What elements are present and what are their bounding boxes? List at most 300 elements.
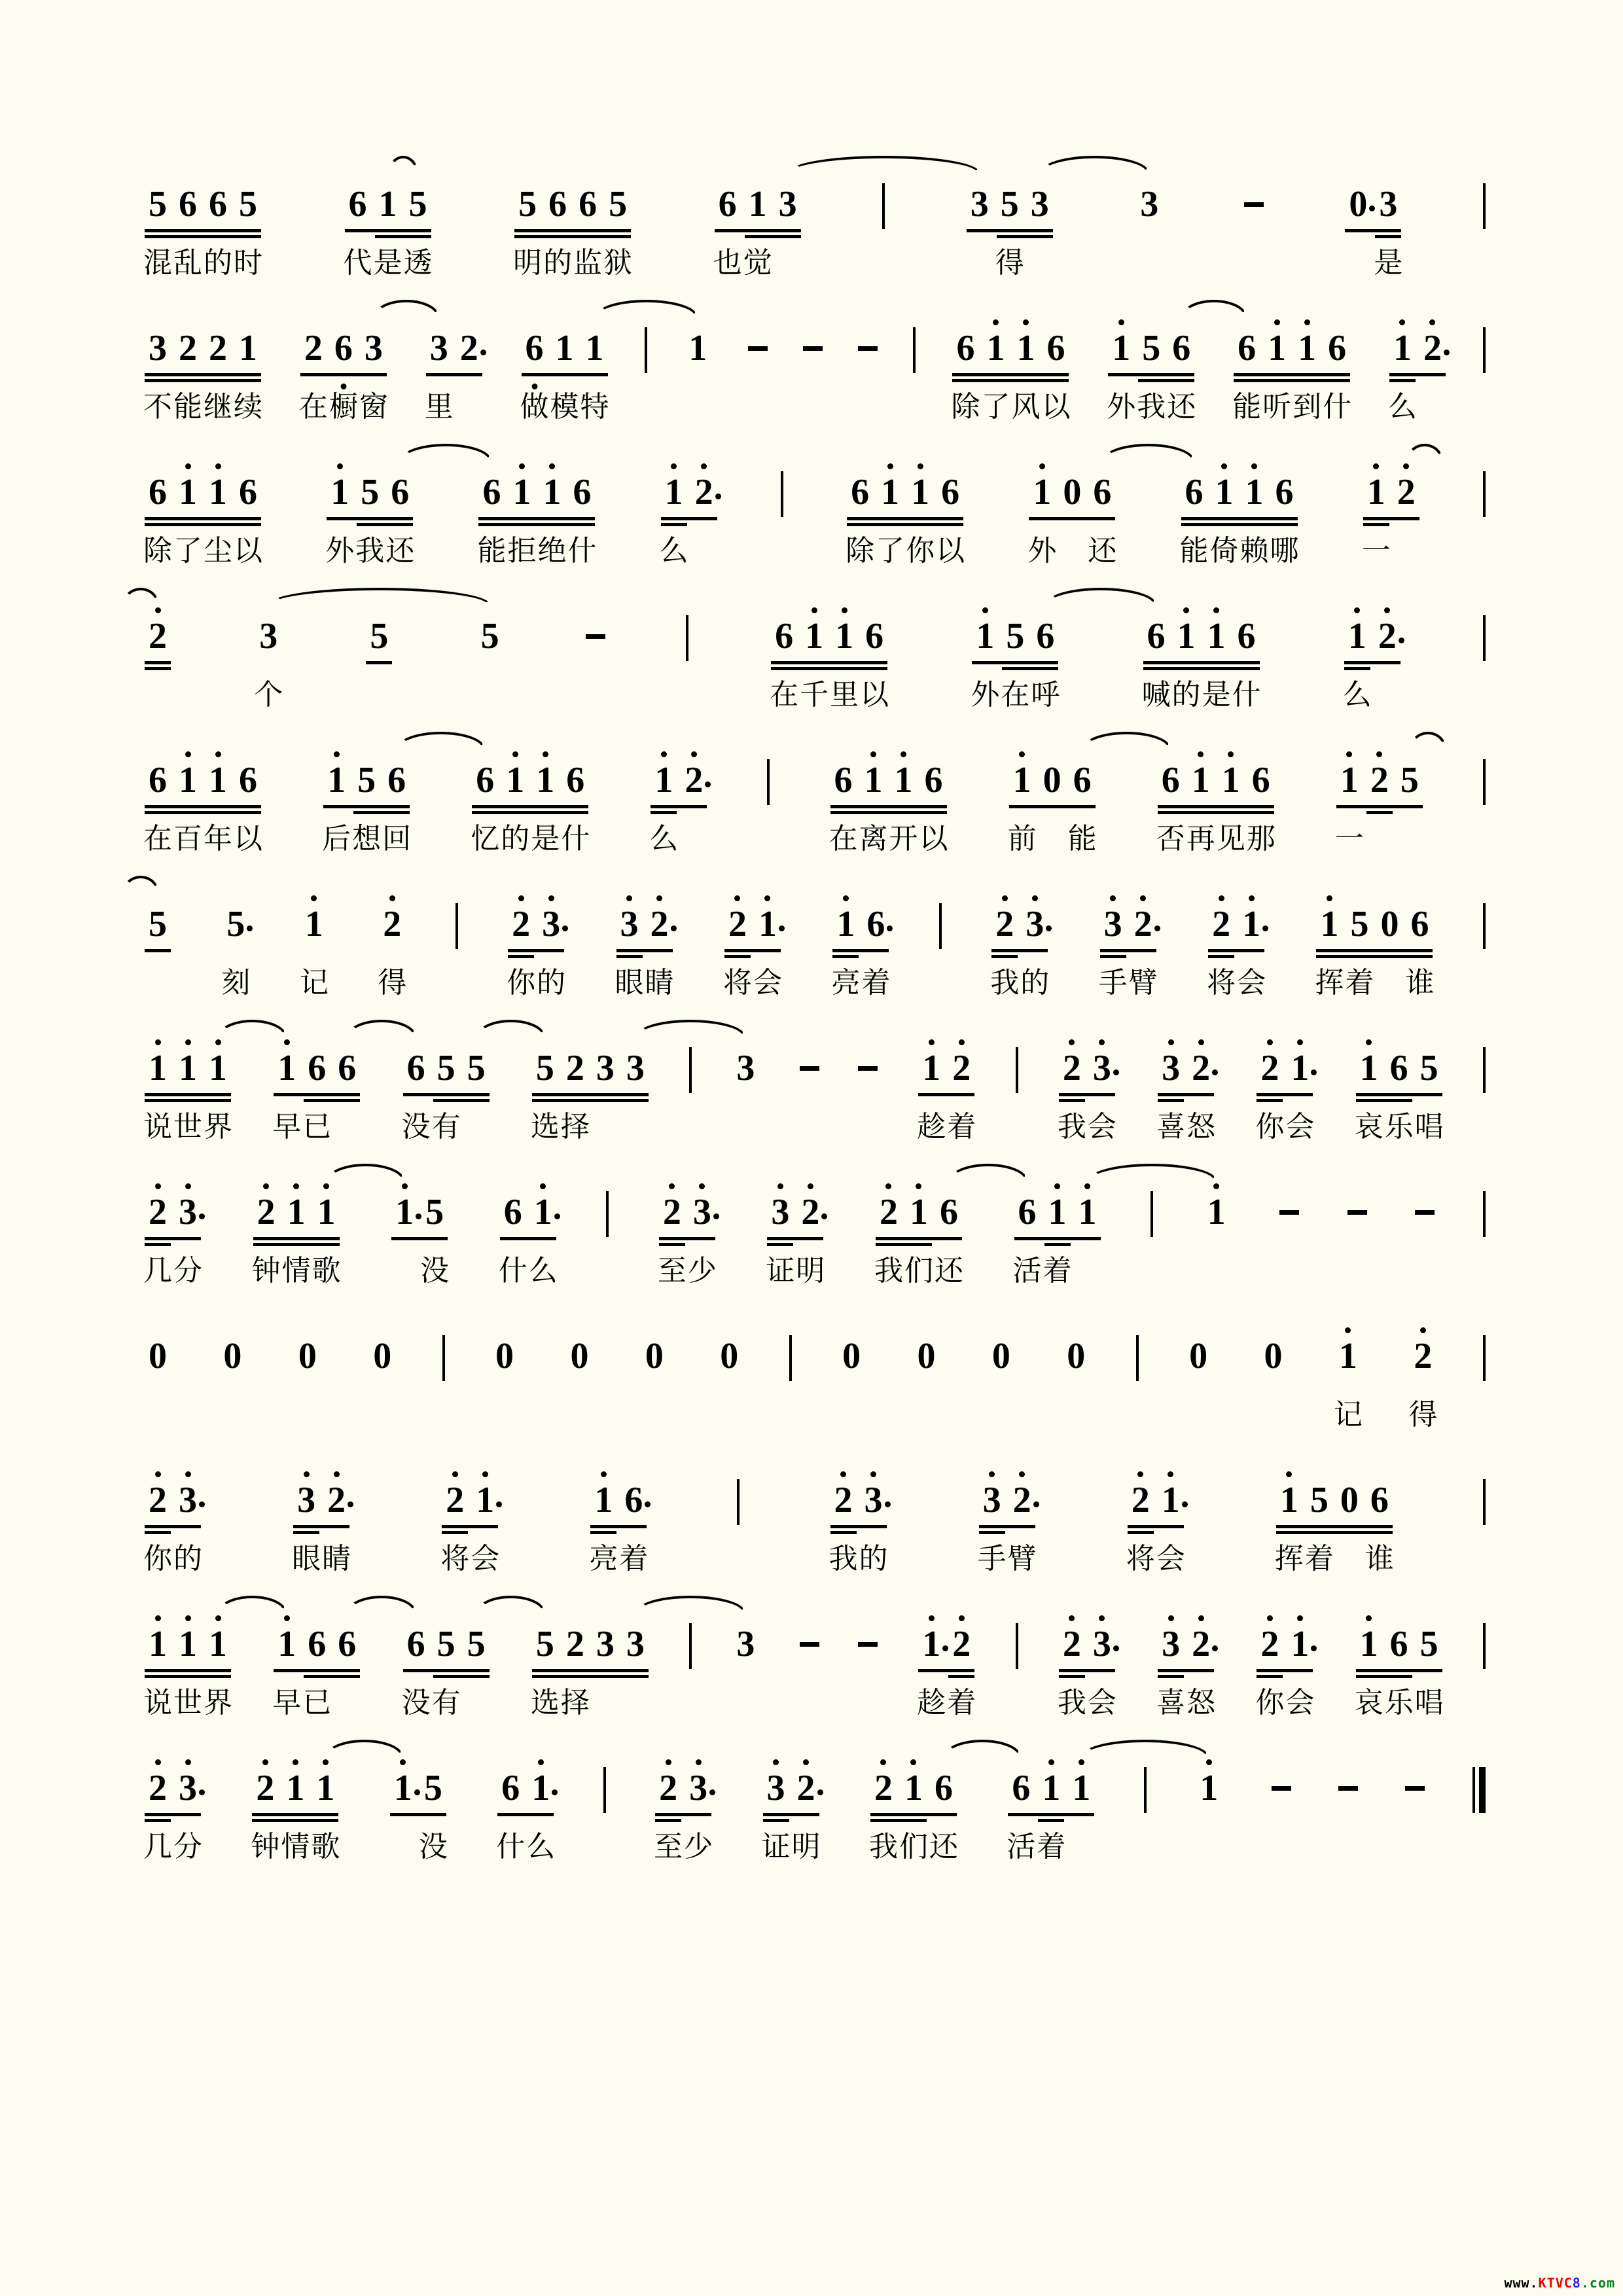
octave-dot-slot — [1079, 1755, 1084, 1767]
high-octave-dot — [916, 1183, 921, 1189]
note-value: 6 — [1172, 328, 1191, 368]
lyric: 哪 — [1270, 535, 1299, 567]
note-value: 6 — [934, 1768, 953, 1808]
note-group — [1408, 1323, 1438, 1431]
beam-line — [304, 1675, 360, 1678]
lyric: 情 — [281, 1831, 310, 1863]
duration-dot — [709, 1789, 715, 1795]
beam-line — [1208, 955, 1234, 958]
beam-line — [353, 811, 410, 814]
lyric: 怒 — [1186, 1111, 1216, 1143]
note-value: 6 — [939, 1192, 958, 1232]
lyric: 拒 — [507, 535, 537, 567]
beam-line — [145, 1099, 231, 1102]
slur — [1040, 156, 1149, 173]
note-value: 1 — [1279, 1480, 1298, 1520]
note-value: 1 — [316, 1768, 335, 1808]
lyric: 你 — [143, 1543, 172, 1575]
beam-line — [1044, 1243, 1071, 1246]
beam-line — [375, 235, 431, 238]
beam-line — [724, 955, 751, 958]
beam-line — [1257, 1669, 1313, 1672]
octave-dot-slot — [1354, 603, 1360, 615]
lyric: 着 — [1037, 1831, 1066, 1863]
note — [1043, 1179, 1073, 1287]
note-value: 0 — [1063, 472, 1082, 512]
high-octave-dot — [1346, 751, 1352, 757]
note-value: 5 — [226, 904, 245, 944]
note — [233, 747, 263, 855]
high-octave-dot — [1079, 1759, 1084, 1765]
note-group — [520, 315, 610, 423]
lyric: 能 — [173, 391, 202, 423]
octave-dot-slot — [262, 1755, 268, 1767]
beam-line — [478, 517, 595, 520]
lyric: 没 — [401, 1111, 431, 1143]
octave-dot-slot — [812, 603, 817, 615]
note — [730, 1611, 760, 1719]
high-octave-dot — [918, 463, 923, 469]
note — [1087, 459, 1117, 567]
note — [950, 315, 980, 423]
beam-line — [745, 235, 801, 238]
lyric: 否 — [1156, 823, 1185, 855]
note-value: 1 — [664, 472, 683, 512]
barline — [1483, 903, 1486, 949]
note-value: 2 — [257, 1192, 276, 1232]
note-value: 6 — [548, 184, 567, 224]
high-octave-dot — [293, 1183, 299, 1189]
lyric: 怒 — [1186, 1687, 1216, 1719]
note-value: 2 — [565, 1048, 584, 1088]
note — [1334, 747, 1364, 855]
lyric: 了 — [981, 391, 1010, 423]
lyric: 里 — [830, 679, 859, 711]
note — [351, 747, 382, 855]
duration-dash — [1347, 1210, 1367, 1215]
note-value: 1 — [531, 1768, 550, 1808]
note-value: 0 — [495, 1336, 514, 1376]
note-group — [829, 1467, 889, 1575]
note — [1202, 1179, 1232, 1287]
octave-dot-slot — [519, 459, 525, 471]
high-octave-dot — [323, 1759, 329, 1765]
note-value: 5 — [535, 1048, 554, 1088]
high-octave-dot — [669, 1183, 675, 1189]
beam-line — [274, 1093, 360, 1096]
lyric: 几 — [143, 1831, 172, 1863]
note — [418, 1755, 448, 1863]
lyric: 会 — [1237, 967, 1266, 999]
note — [143, 1755, 173, 1863]
note-value: 5 — [408, 184, 427, 224]
note — [916, 1611, 946, 1719]
note — [293, 1323, 323, 1431]
beam-line — [1257, 1093, 1313, 1096]
note-group — [874, 1179, 964, 1287]
note-value: 6 — [348, 184, 367, 224]
lyric: 个 — [254, 679, 283, 711]
lyric: 有 — [431, 1111, 461, 1143]
high-octave-dot — [1274, 319, 1280, 325]
note-group — [683, 315, 713, 423]
note — [603, 171, 633, 279]
beam-line — [1234, 379, 1350, 382]
note — [281, 1179, 312, 1287]
note — [649, 747, 679, 855]
beam-line — [1158, 811, 1274, 814]
note-value: 6 — [149, 472, 167, 512]
system — [143, 442, 1486, 567]
duration-dot — [1046, 925, 1052, 931]
lyric: 一 — [1361, 535, 1391, 567]
high-octave-dot — [701, 463, 707, 469]
beam-line — [145, 373, 261, 376]
note-value: 3 — [1026, 904, 1044, 944]
note-group — [714, 1323, 744, 1431]
note-group — [143, 1179, 203, 1287]
note-value: 1 — [555, 328, 574, 368]
note-value: 3 — [620, 904, 639, 944]
note — [1372, 603, 1402, 711]
note-value: 1 — [1268, 328, 1287, 368]
beam-line — [252, 1819, 338, 1822]
barline — [737, 1479, 740, 1525]
barline — [1136, 1335, 1139, 1381]
note — [401, 1611, 431, 1719]
note — [645, 891, 675, 999]
beam-line — [390, 1813, 446, 1816]
note — [332, 1611, 362, 1719]
note — [1414, 1035, 1444, 1143]
high-octave-dot — [402, 1183, 408, 1189]
note-value: 2 — [728, 904, 747, 944]
octave-dot-slot — [1069, 1611, 1075, 1623]
note — [221, 891, 251, 999]
high-octave-dot — [1168, 1471, 1173, 1477]
note — [1007, 1467, 1037, 1575]
lyric: 里 — [424, 391, 454, 423]
note-group — [1202, 1179, 1232, 1287]
barline — [1483, 1191, 1486, 1237]
note-value: 1 — [1207, 1192, 1226, 1232]
note — [1057, 1035, 1087, 1143]
duration-dash — [858, 1642, 878, 1647]
note-value: 1 — [149, 1624, 167, 1664]
note-value: 1 — [327, 760, 346, 800]
beam-line — [1257, 1099, 1283, 1102]
note — [1232, 315, 1262, 423]
lyric: 会 — [1285, 1687, 1315, 1719]
note — [173, 747, 203, 855]
note-value: 0 — [1067, 1336, 1086, 1376]
slur — [788, 156, 980, 173]
barline — [689, 1047, 692, 1093]
note-value: 1 — [277, 1624, 296, 1664]
note — [1098, 891, 1128, 999]
octave-dot-slot — [887, 459, 893, 471]
beam-line — [145, 1669, 231, 1672]
note-group — [730, 1611, 760, 1719]
duration-dot — [554, 1213, 560, 1219]
note-value: 2 — [1414, 1336, 1433, 1376]
note-value: 3 — [1162, 1624, 1181, 1664]
beam-line — [145, 379, 261, 382]
octave-dot-slot — [185, 1179, 191, 1191]
note-group — [389, 1179, 450, 1287]
lyric: 哀 — [1354, 1111, 1383, 1143]
system — [143, 874, 1486, 999]
note-value: 6 — [1275, 472, 1294, 512]
octave-dot-slot — [1345, 1323, 1351, 1335]
note — [620, 1611, 651, 1719]
note — [364, 603, 394, 711]
note — [543, 171, 573, 279]
high-octave-dot — [777, 1183, 783, 1189]
high-octave-dot — [699, 1183, 705, 1189]
note-group — [1387, 315, 1448, 423]
beam-line — [145, 661, 171, 664]
note — [470, 1467, 500, 1575]
note-value: 1 — [654, 760, 673, 800]
note-value: 1 — [277, 1048, 296, 1088]
note-value: 6 — [865, 616, 884, 656]
lyric: 想 — [352, 823, 382, 855]
barline — [1016, 1623, 1018, 1669]
beam-line — [442, 1531, 468, 1534]
beam-line — [1158, 1675, 1184, 1678]
note-value: 0 — [1380, 904, 1399, 944]
note-group — [143, 747, 263, 855]
lyric: 百 — [173, 823, 202, 855]
note-value: 2 — [659, 1768, 678, 1808]
note-value: 5 — [423, 1768, 442, 1808]
lyric: 趁 — [917, 1687, 946, 1719]
note-value: 5 — [1400, 760, 1419, 800]
note — [1314, 891, 1344, 999]
note-value: 2 — [952, 1624, 971, 1664]
octave-dot-slot — [626, 891, 632, 903]
note — [1387, 315, 1418, 423]
lyric: 还 — [934, 1255, 963, 1287]
slur — [327, 1164, 404, 1181]
high-octave-dot — [773, 1759, 779, 1765]
lyric: 外 — [1107, 391, 1136, 423]
note — [615, 891, 645, 999]
note-value: 6 — [941, 472, 960, 512]
note-group — [272, 1035, 362, 1143]
note-group — [364, 603, 394, 711]
note — [1025, 171, 1055, 279]
high-octave-dot — [1221, 463, 1227, 469]
high-octave-dot — [959, 1039, 965, 1045]
note-group — [490, 1323, 520, 1431]
high-octave-dot — [601, 1471, 607, 1477]
high-octave-dot — [262, 1759, 268, 1765]
note — [868, 1755, 899, 1863]
beam-line — [979, 1525, 1035, 1528]
beam-line — [1029, 517, 1115, 520]
final-barline-thin — [1472, 1767, 1475, 1813]
beam-line — [997, 235, 1053, 238]
note — [1057, 1611, 1087, 1719]
note-value: 1 — [904, 1768, 923, 1808]
high-octave-dot — [185, 1039, 191, 1045]
lyric: 喜 — [1156, 1111, 1186, 1143]
beam-line — [1014, 1237, 1101, 1240]
note — [1036, 1755, 1066, 1863]
watermark — [1504, 2275, 1615, 2291]
note-value: 1 — [835, 616, 854, 656]
lyric: 还 — [385, 535, 415, 567]
note-value: 1 — [911, 472, 930, 512]
high-octave-dot — [691, 751, 697, 757]
high-octave-dot — [929, 1615, 935, 1621]
note-group — [217, 1323, 247, 1431]
beam-line — [145, 523, 261, 526]
beam-line — [508, 955, 534, 958]
note — [1216, 747, 1246, 855]
lyric: 做 — [520, 391, 549, 423]
octave-dot-slot — [901, 747, 906, 759]
note — [1354, 1035, 1384, 1143]
lyric: 能 — [1179, 535, 1209, 567]
beam-line — [659, 1237, 715, 1240]
lyric: 绝 — [537, 535, 567, 567]
note — [203, 747, 233, 855]
note-value: 1 — [1215, 472, 1234, 512]
octave-dot-slot — [916, 1179, 921, 1191]
note-value: 6 — [391, 472, 410, 512]
lyric: 么 — [528, 1255, 558, 1287]
note — [1404, 891, 1435, 999]
note — [143, 171, 173, 279]
high-octave-dot — [656, 895, 662, 901]
note-value: 6 — [482, 472, 501, 512]
note-value: 3 — [1379, 184, 1398, 224]
note — [1041, 315, 1071, 423]
lyric: 么 — [659, 535, 688, 567]
beam-line — [661, 523, 687, 526]
lyric: 还 — [1088, 535, 1117, 567]
lyric: 赖 — [1240, 535, 1269, 567]
note-group — [470, 747, 590, 855]
octave-dot-slot — [1384, 603, 1390, 615]
high-octave-dot — [543, 751, 548, 757]
note — [550, 315, 580, 423]
slur — [218, 1020, 287, 1037]
beam-line — [514, 229, 631, 232]
note-group — [1342, 603, 1402, 711]
lyric: 手 — [977, 1543, 1007, 1575]
note-group — [272, 1611, 362, 1719]
note-group — [1156, 747, 1276, 855]
note — [173, 315, 203, 423]
octave-dot-slot — [1213, 603, 1219, 615]
lyric: 至 — [654, 1831, 683, 1863]
lyric: 没 — [401, 1687, 431, 1719]
note-value: 1 — [286, 1768, 305, 1808]
high-octave-dot — [323, 1183, 329, 1189]
lyric: 么 — [1387, 391, 1417, 423]
barline — [689, 1623, 692, 1669]
barline — [606, 1191, 609, 1237]
high-octave-dot — [519, 463, 525, 469]
octave-dot-slot — [1039, 459, 1045, 471]
note-value: 6 — [624, 1480, 643, 1520]
note-value: 1 — [1207, 616, 1226, 656]
note-value: 2 — [1260, 1624, 1279, 1664]
note — [203, 1035, 233, 1143]
note-group — [836, 1323, 866, 1431]
note — [401, 1035, 431, 1143]
duration-dot — [480, 350, 486, 355]
lyric: 什 — [561, 823, 590, 855]
note-value: 0 — [298, 1336, 317, 1376]
octave-dot-slot — [155, 603, 161, 615]
note-group — [761, 1755, 821, 1863]
octave-dot-slot — [1249, 891, 1255, 903]
duration-dot — [885, 1501, 891, 1507]
note — [1344, 891, 1374, 999]
note-value: 3 — [596, 1048, 615, 1088]
note-group — [440, 1467, 500, 1575]
high-octave-dot — [1213, 607, 1219, 613]
note — [1007, 747, 1037, 855]
octave-dot-slot — [1002, 891, 1008, 903]
barline — [603, 1767, 606, 1813]
note-group — [829, 747, 949, 855]
barline — [455, 903, 458, 949]
lyric: 除 — [846, 535, 875, 567]
octave-dot-slot — [1168, 1611, 1174, 1623]
note — [590, 1611, 620, 1719]
system — [143, 1306, 1486, 1431]
note-value: 2 — [1260, 1048, 1279, 1088]
high-octave-dot — [734, 895, 740, 901]
duration-dash — [1279, 1210, 1299, 1215]
octave-dot-slot — [1110, 891, 1116, 903]
beam-line — [145, 667, 171, 670]
note-value: 3 — [970, 184, 989, 224]
note-value: 3 — [297, 1480, 316, 1520]
note-value: 3 — [736, 1624, 755, 1664]
note-group — [1206, 891, 1266, 999]
high-octave-dot — [887, 463, 893, 469]
beam-line — [433, 1675, 490, 1678]
high-octave-dot — [870, 1471, 876, 1477]
beam-line — [1128, 1525, 1184, 1528]
note — [1202, 603, 1232, 711]
beam-line — [1158, 1099, 1184, 1102]
lyric: 到 — [1293, 391, 1322, 423]
high-octave-dot — [1198, 1039, 1204, 1045]
note — [730, 1035, 760, 1143]
note-value: 1 — [909, 1192, 928, 1232]
duration-dash — [1244, 202, 1264, 207]
note-value: 6 — [1161, 760, 1180, 800]
high-octave-dot — [1267, 1039, 1273, 1045]
note — [1270, 459, 1300, 567]
high-octave-dot — [185, 1183, 191, 1189]
lyric: 的 — [1171, 679, 1201, 711]
note — [861, 891, 891, 999]
beam-line — [514, 235, 631, 238]
high-octave-dot — [400, 1759, 406, 1765]
note-value: 6 — [1185, 472, 1204, 512]
note — [382, 747, 412, 855]
watermark-segment: .com — [1580, 2275, 1615, 2291]
